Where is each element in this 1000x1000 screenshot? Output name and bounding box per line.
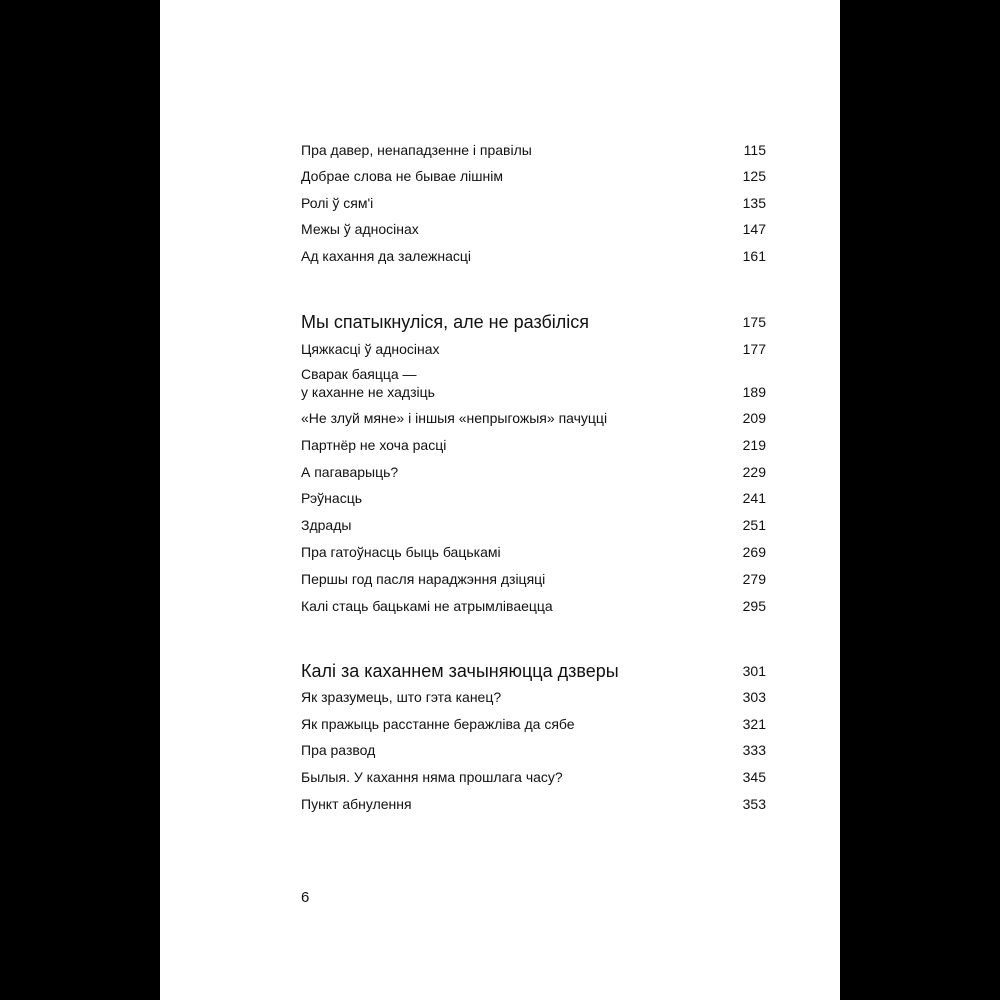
toc-entry-title: Пункт абнулення: [301, 796, 412, 812]
toc-entry: [301, 795, 766, 813]
toc-entry: [301, 543, 766, 561]
toc-entry-page: 115: [743, 142, 766, 158]
toc-entry-page: 295: [742, 598, 766, 614]
toc-entry-page: 353: [742, 796, 766, 812]
toc-entry: [301, 194, 766, 212]
toc-entry-page: 333: [742, 742, 766, 758]
toc-entry: [301, 688, 766, 706]
toc-entry-page: 209: [742, 410, 766, 426]
toc-entry: [301, 365, 766, 401]
toc-entry: [301, 570, 766, 588]
toc-entry-page: 125: [742, 168, 766, 184]
toc-entry-title: Ролі ў сям'і: [301, 195, 374, 211]
toc-entry-title: Рэўнасць: [301, 490, 363, 506]
toc-entry-title: Пра давер, ненападзенне і правілы: [301, 142, 532, 158]
toc-entry-title: Пра развод: [301, 742, 376, 758]
toc-section-page: 175: [742, 314, 766, 330]
toc-entry-title: Добрае слова не бывае лішнім: [301, 168, 503, 184]
toc-entry: [301, 220, 766, 238]
toc-entry-title: Першы год пасля нараджэння дзіцяці: [301, 571, 546, 587]
toc-entry-page: 177: [742, 341, 766, 357]
toc-entry: [301, 715, 766, 733]
toc-entry: [301, 167, 766, 185]
toc-entry: [301, 489, 766, 507]
table-of-contents: [160, 0, 840, 1000]
toc-section-title: Калі за каханнем зачыняюцца дзверы: [301, 661, 619, 681]
toc-section-title: Мы спатыкнуліся, але не разбіліся: [301, 312, 590, 332]
toc-entry: [301, 768, 766, 786]
toc-entry-page: 345: [742, 769, 766, 785]
toc-entry-page: 279: [742, 571, 766, 587]
toc-entry-title: Калі стаць бацькамі не атрымліваецца: [301, 598, 553, 614]
toc-entry-page: 147: [742, 221, 766, 237]
toc-entry-title: А пагаварыць?: [301, 464, 399, 480]
toc-entry: [301, 141, 766, 159]
toc-entry: [301, 436, 766, 454]
toc-entry-page: 241: [742, 490, 766, 506]
toc-entry-title: Межы ў адносінах: [301, 221, 419, 237]
toc-entry: [301, 247, 766, 265]
toc-entry-page: 161: [742, 248, 766, 264]
toc-entry: [301, 516, 766, 534]
toc-entry-page: 269: [742, 544, 766, 560]
toc-entry: [301, 741, 766, 759]
toc-entry-title: Партнёр не хоча расці: [301, 437, 447, 453]
toc-entry-title: Былыя. У кахання няма прошлага часу?: [301, 769, 563, 785]
book-page: [160, 0, 840, 1000]
toc-entry-title: Як пражыць расстанне беражліва да сябе: [301, 716, 575, 732]
toc-entry-title: Як зразумець, што гэта канец?: [301, 689, 502, 705]
toc-entry-title: Ад кахання да залежнасці: [301, 248, 472, 264]
toc-entry-page: 189: [742, 384, 766, 400]
toc-entry: [301, 597, 766, 615]
toc-section-heading: [301, 660, 766, 682]
toc-entry-title: Сварак баяцца — у каханне не хадзіць: [301, 366, 435, 400]
toc-entry-title: Пра гатоўнасць быць бацькамі: [301, 544, 501, 560]
toc-entry: [301, 340, 766, 358]
toc-entry-page: 321: [742, 716, 766, 732]
toc-entry-page: 303: [742, 689, 766, 705]
toc-entry: [301, 409, 766, 427]
toc-entry-title: Здрады: [301, 517, 352, 533]
toc-section-heading: [301, 311, 766, 333]
toc-entry-page: 251: [742, 517, 766, 533]
page-number: 6: [301, 889, 310, 906]
toc-entry-page: 229: [742, 464, 766, 480]
toc-entry-title: Цяжкасці ў адносінах: [301, 341, 440, 357]
toc-entry-title: «Не злуй мяне» і іншыя «непрыгожыя» пачуцці: [301, 410, 608, 426]
toc-section-page: 301: [742, 663, 766, 679]
toc-entry-page: 219: [742, 437, 766, 453]
toc-entry: [301, 463, 766, 481]
toc-entry-page: 135: [742, 195, 766, 211]
